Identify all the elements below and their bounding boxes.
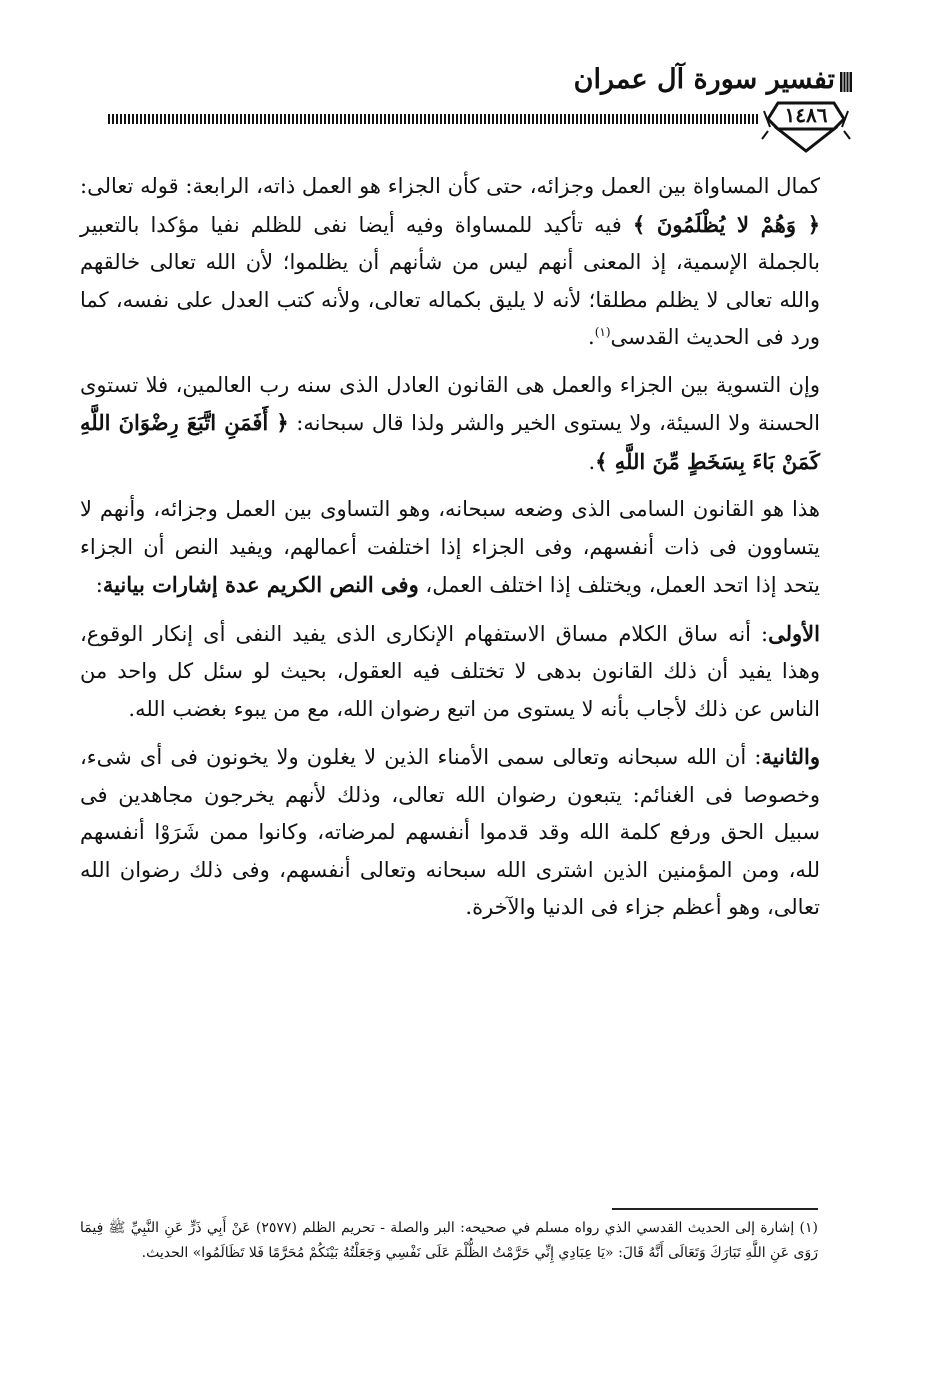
quran-verse: ﴿ وَهُمْ لا يُظْلَمُونَ ﴾ [632, 211, 820, 237]
bold-phrase: وفى النص الكريم عدة إشارات بيانية [102, 572, 419, 597]
text-segment: . [588, 325, 595, 349]
ornament-icon [839, 70, 853, 94]
text-segment: : أن الله سبحانه وتعالى سمى الأمناء الذين لا يغلون ولا يخونون فى أى شىء، وخصوصا فى الغنائم: يتبعون رضوان الله تعالى، وذلك لأنهم يخرجون مجاهدين فى سبيل الحق ورفع كلمة الله وقد قدموا أنفسهم لمرضاته، وكانوا ممن شَرَوْا أنفسهم لله، ومن المؤمنين الذين اشترى الله سبحانه وتعالى أنفسهم، وفى ذلك رضوان الله تعالى، وهو أعظم جزاء فى الدنيا والآخرة. [80, 745, 820, 919]
running-head-title: تفسير سورة آل عمران [573, 64, 835, 95]
footnote-ref: (١) [594, 325, 611, 339]
page-header [108, 60, 853, 160]
text-segment: : أنه ساق الكلام مساق الاستفهام الإنكارى الذى يفيد النفى أى إنكار الوقوع، وهذا يفيد أن ذلك القانون بدهى لا تختلف فيه العقول، بحيث لو سئل كل واحد من الناس عن ذلك لأجاب بأنه لا يستوى من اتبع رضوان الله، مع من يبوء بغضب الله. [80, 621, 820, 721]
footnote: (١) إشارة إلى الحديث القدسي الذي رواه مسلم في صحيحه: البر والصلة - تحريم الظلم (٢٥٧٧) عَنْ أَبِي ذَرٍّ عَنِ النَّبِيِّ ﷺ فِيمَا رَوَى عَنِ اللَّهِ تَبَارَكَ وَتَعَالَى أَنَّهُ قَالَ: «يَا عِبَادِي إِنِّي حَرَّمْتُ الظُّلْمَ عَلَى نَفْسِي وَجَعَلْتُهُ بَيْنَكُمْ مُحَرَّمًا فَلا تَظَالَمُوا» الحديث. [80, 1220, 818, 1261]
page-number-badge [760, 93, 852, 153]
paragraph [80, 738, 820, 927]
main-text [80, 168, 820, 937]
text-segment: : [95, 573, 103, 597]
text-segment: هذا هو القانون السامى الذى وضعه سبحانه، وهو التساوى بين العمل وجزائه، وأنهم لا يتساوون فى ذات أنفسهم، وفى الجزاء إذا اختلفت أعمالهم، ويفيد النص أن الجزاء يتحد إذا اتحد العمل، ويختلف إذا اختلف العمل، [80, 497, 820, 597]
paragraph [80, 168, 820, 357]
header-rule [108, 114, 760, 124]
quran-verse: ﴿ أَفَمَنِ اتَّبَعَ رِضْوَانَ اللَّهِ كَمَنْ بَاءَ بِسَخَطٍ مِّنَ اللَّهِ ﴾ [80, 410, 820, 474]
footnote-separator [612, 1208, 818, 1210]
paragraph [80, 615, 820, 729]
point-label-second: والثانية [761, 744, 820, 769]
page-number: ١٤٨٦ [784, 103, 828, 127]
text-segment: وإن التسوية بين الجزاء والعمل هى القانون العادل الذى سنه رب العالمين، فلا تستوى الحسنة ولا السيئة، ولا يستوى الخير والشر ولذا قال سبحانه: [80, 372, 820, 435]
paragraph [80, 367, 820, 482]
paragraph [80, 491, 820, 605]
text-segment: . [588, 449, 596, 474]
text-segment: كمال المساواة بين العمل وجزائه، حتى كأن الجزاء هو العمل ذاته، الرابعة: قوله تعالى: [80, 174, 820, 198]
point-label-first: الأولى [768, 620, 820, 646]
text-segment: فيه تأكيد للمساواة وفيه أيضا نفى للظلم نفيا مؤكدا بالتعبير بالجملة الإسمية، إذ المعنى أنهم ليس من شأنهم أن يظلموا؛ لأن الله تعالى خالقهم والله تعالى لا يظلم مطلقا؛ لأنه لا يليق بكماله تعالى، ولأنه كتب العدل على نفسه، كما ورد فى الحديث القدسى [80, 212, 820, 349]
